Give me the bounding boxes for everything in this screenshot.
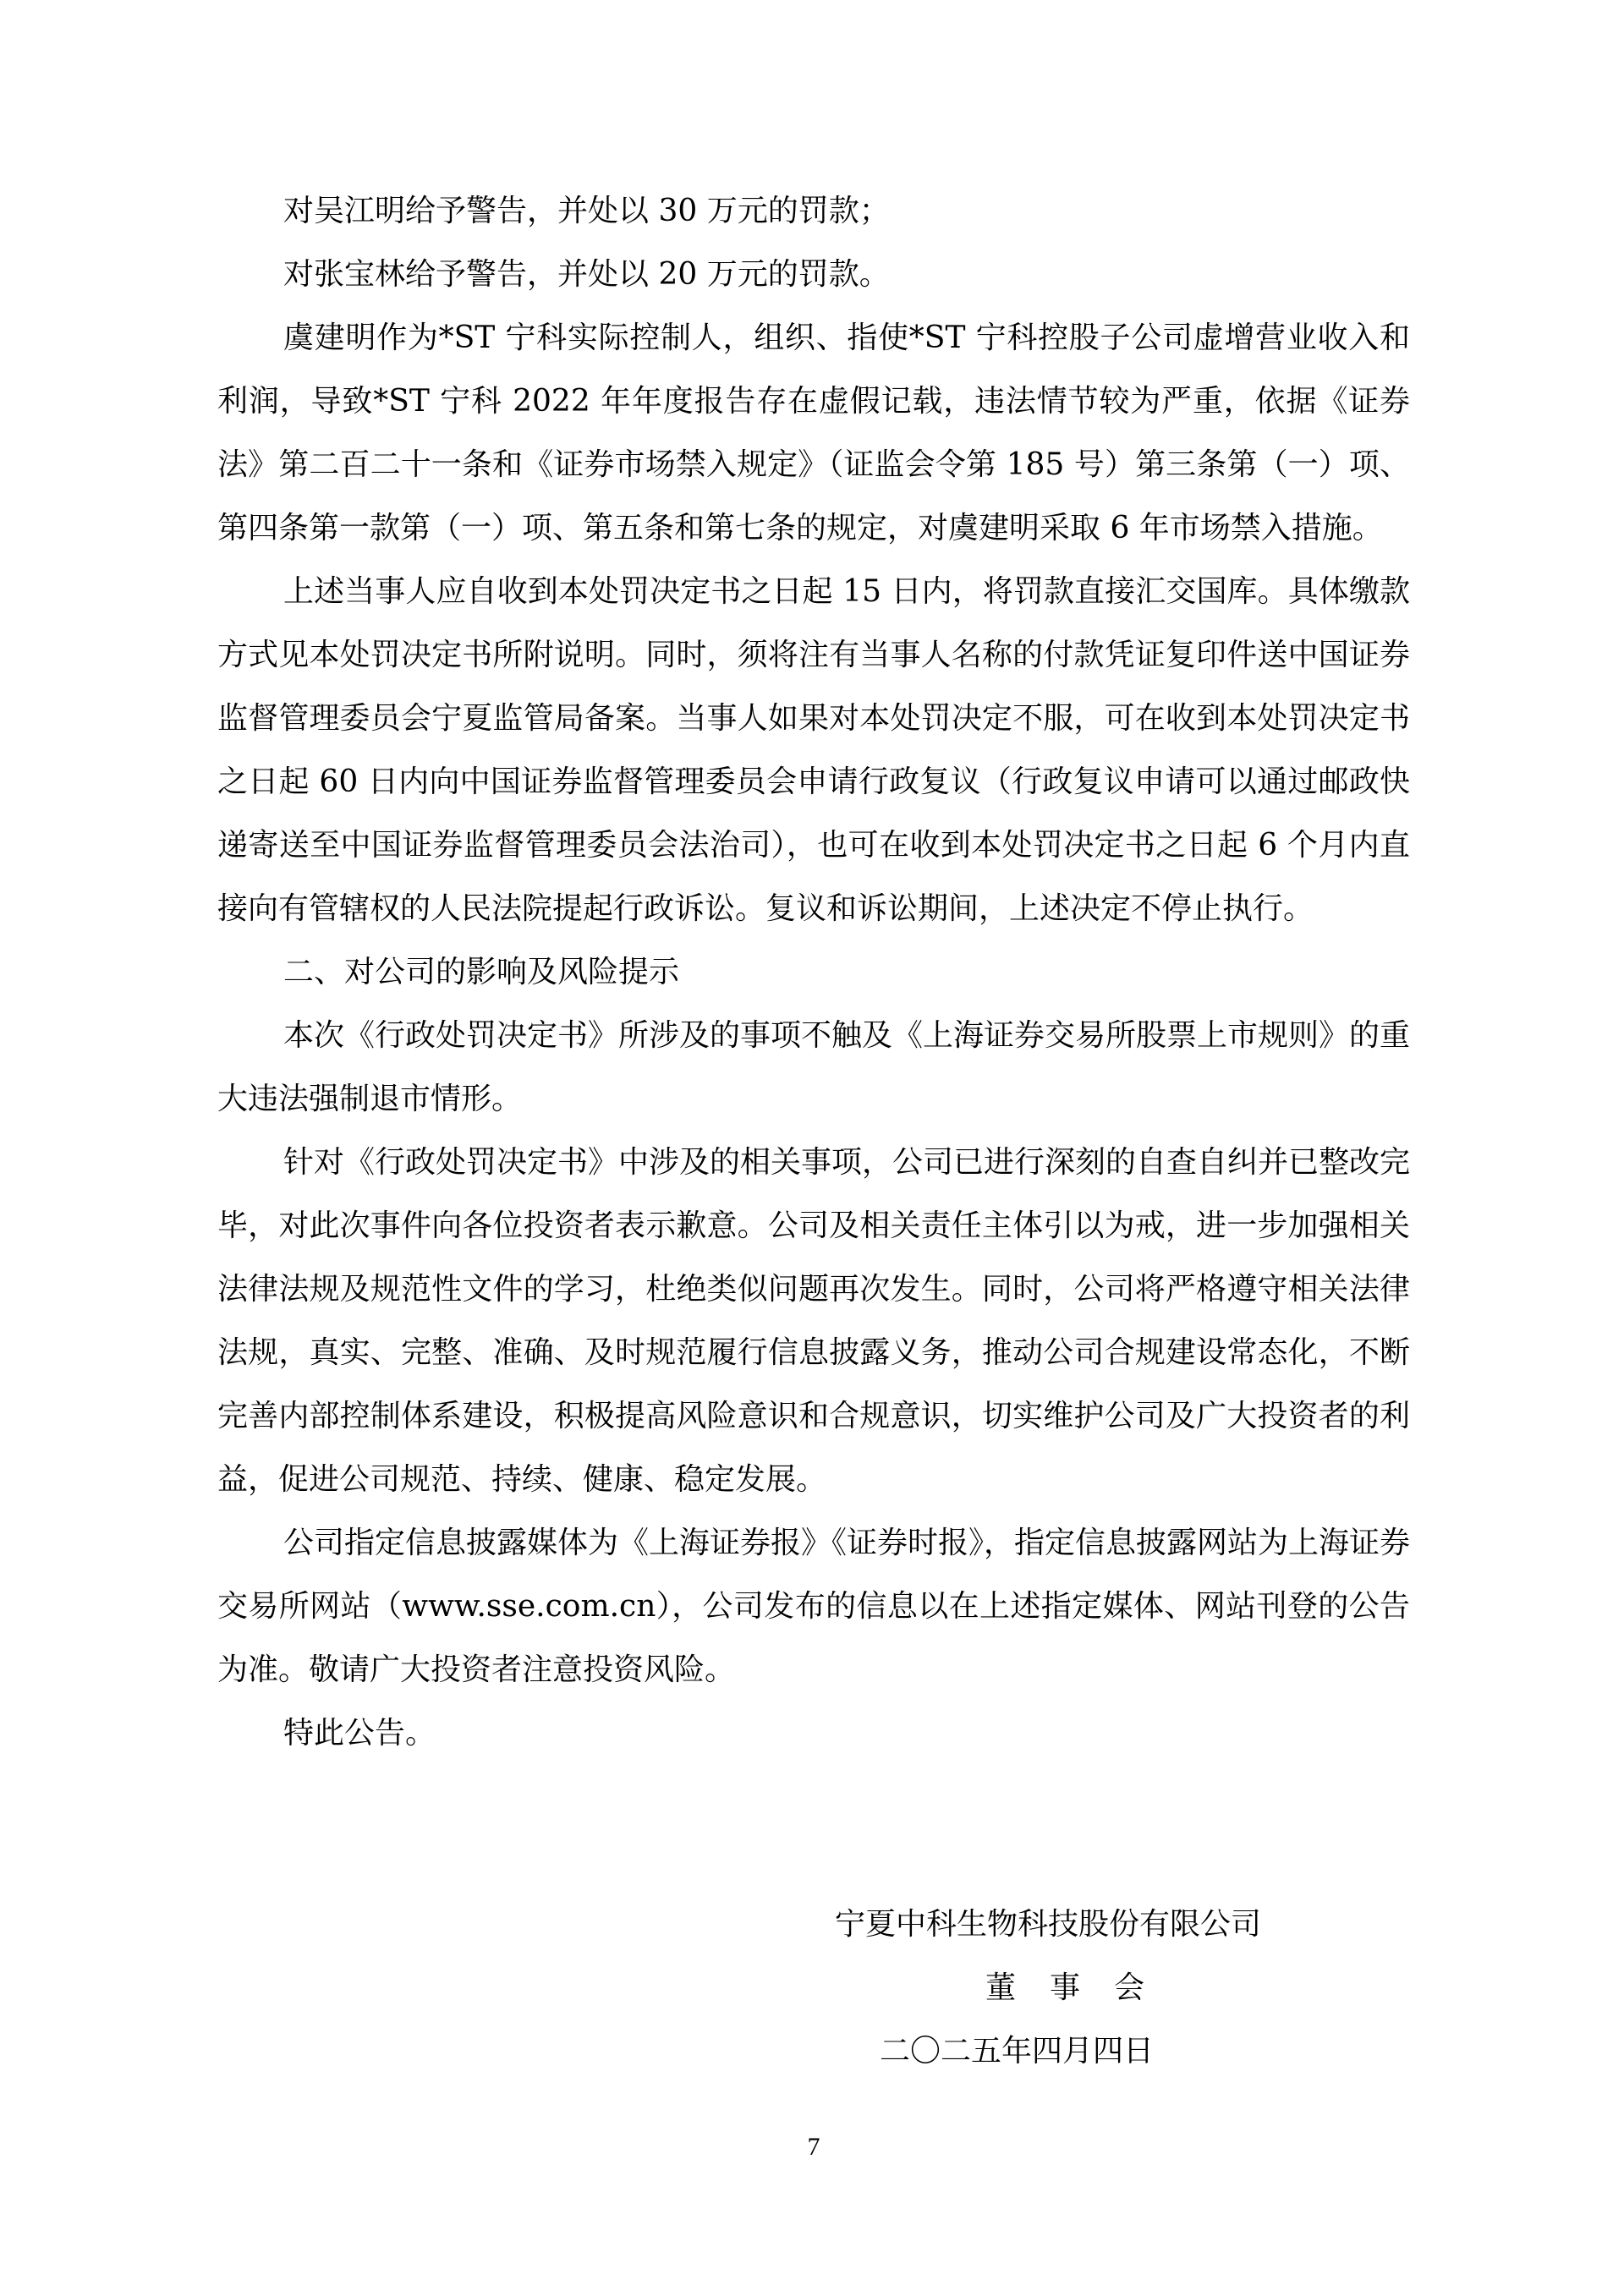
paragraph-delisting-impact: 本次《行政处罚决定书》所涉及的事项不触及《上海证券交易所股票上市规则》的重大违法强制退市情形。 (217, 1018, 1411, 1116)
signature-company: 宁夏中科生物科技股份有限公司 (835, 1907, 1262, 1942)
paragraph-penalty-zhang: 对张宝林给予警告，并处以 20 万元的罚款。 (283, 257, 890, 292)
paragraph-disclosure-media: 公司指定信息披露媒体为《上海证券报》《证券时报》，指定信息披露网站为上海证券交易所网站（www.sse.com.cn），公司发布的信息以在上述指定媒体、网站刊登的公告为准。敬请广大投资者注意投资风险。 (217, 1526, 1411, 1687)
page-number (0, 2133, 1624, 2162)
paragraph-rectification: 针对《行政处罚决定书》中涉及的相关事项，公司已进行深刻的自查自纠并已整改完毕，对此次事件向各位投资者表示歉意。公司及相关责任主体引以为戒，进一步加强相关法律法规及规范性文件的学习，杜绝类似问题再次发生。同时，公司将严格遵守相关法律法规，真实、完整、准确、及时规范履行信息披露义务，推动公司合规建设常态化，不断完善内部控制体系建设，积极提高风险意识和合规意识，切实维护公司及广大投资者的利益，促进公司规范、持续、健康、稳定发展。 (217, 1145, 1411, 1497)
paragraph-penalty-wu: 对吴江明给予警告，并处以 30 万元的罚款； (283, 194, 890, 228)
signature-date: 二〇二五年四月四日 (880, 2034, 1155, 2069)
paragraph-payment-appeal: 上述当事人应自收到本处罚决定书之日起 15 日内，将罚款直接汇交国库。具体缴款方式见本处罚决定书所附说明。同时，须将注有当事人名称的付款凭证复印件送中国证券监督管理委员会宁夏监管局备案。当事人如果对本处罚决定不服，可在收到本处罚决定书之日起 60 日内向中国证券监督管理委员会申请行政复议（行政复议申请可以通过邮政快递寄送至中国证券监督管理委员会法治司），也可在收到本处罚决定书之日起 6 个月内直接向有管辖权的人民法院提起行政诉讼。复议和诉讼期间，上述决定不停止执行。 (217, 574, 1410, 926)
paragraph-market-ban: 虞建明作为*ST 宁科实际控制人，组织、指使*ST 宁科控股子公司虚增营业收入和利润，导致*ST 宁科 2022 年年度报告存在虚假记载，违法情节较为严重，依据《证券法》第二百二十一条和《证券市场禁入规定》（证监会令第 185 号）第三条第（一）项、第四条第一款第（一）项、第五条和第七条的规定，对虞建明采取 6 年市场禁入措施。 (217, 321, 1410, 545)
document-body (217, 179, 1410, 1765)
section-heading: 二、对公司的影响及风险提示 (283, 955, 680, 989)
page-number-text: 7 (807, 2133, 820, 2161)
paragraph-announcement: 特此公告。 (283, 1716, 436, 1751)
signature-board: 董事会 (985, 1970, 1179, 2005)
